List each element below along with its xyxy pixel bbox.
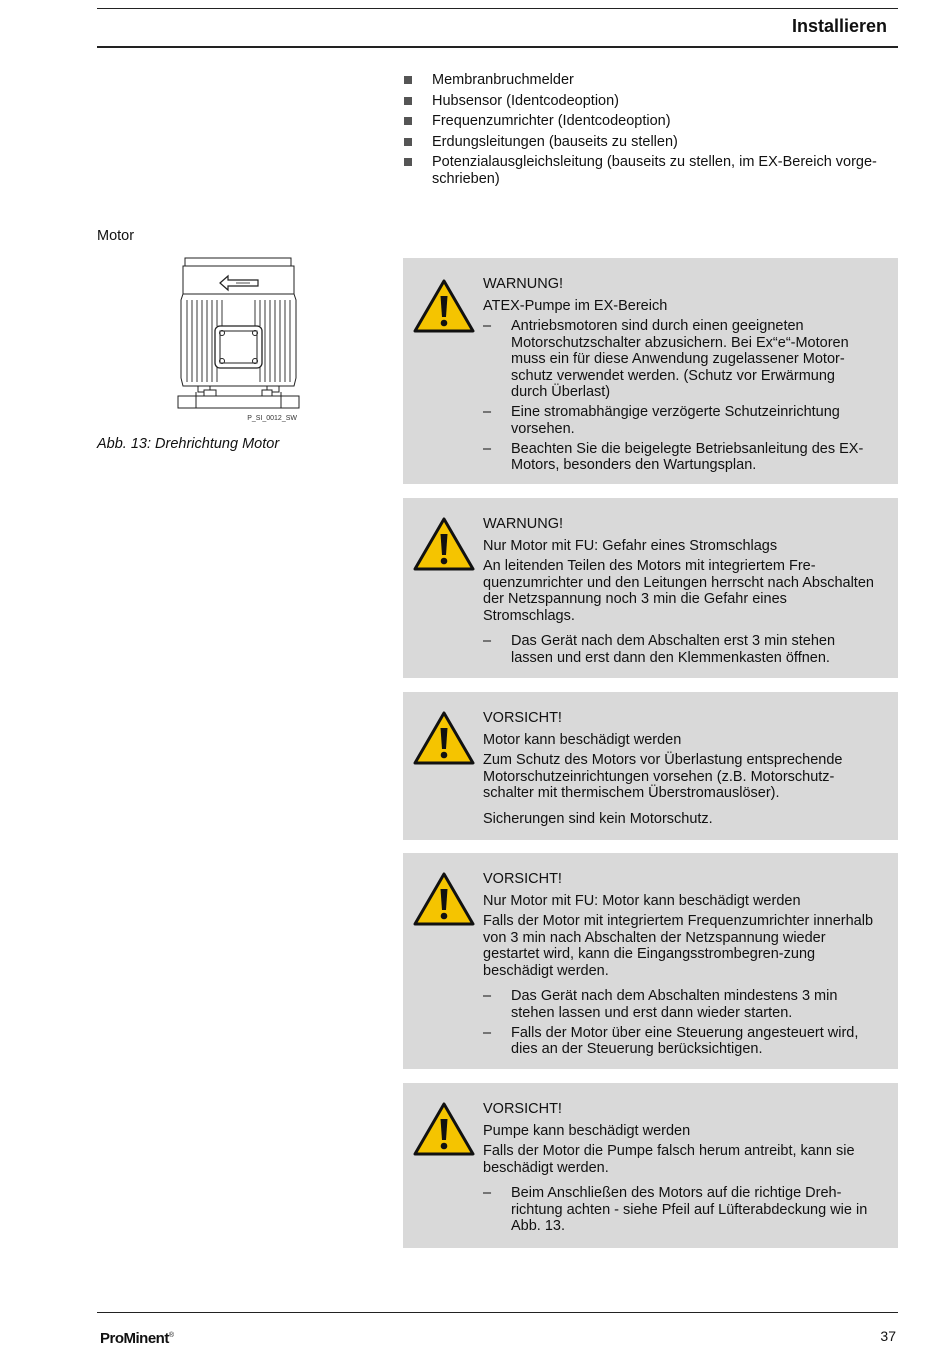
list-item: Frequenzumrichter (Identcodeoption) (404, 113, 898, 130)
warning-triangle-icon (412, 516, 476, 572)
signal-word: VORSICHT! (483, 1101, 562, 1117)
list-item: Potenzialausgleichsleitung (bauseits zu stellen, im EX-Bereich vorge-schrieben) (404, 154, 898, 188)
square-bullet-icon (404, 76, 412, 84)
warning-triangle-icon (412, 1101, 476, 1157)
list-item: – Falls der Motor über eine Steuerung angesteuert wird, dies an der Steuerung berücksichtigen. (483, 1024, 859, 1057)
list-item: Hubsensor (Identcodeoption) (404, 93, 898, 110)
equipment-list (404, 72, 898, 192)
warning-box-electric-shock (403, 498, 898, 678)
caution-list (483, 988, 874, 1058)
brand-logo: ProMinent® (100, 1330, 174, 1347)
header-title: Installieren (791, 16, 887, 36)
list-item: – Das Gerät nach dem Abschalten erst 3 min stehen lassen und erst dann den Klemmenkasten öffnen. (483, 633, 836, 666)
signal-word: WARNUNG! (483, 276, 564, 292)
figure-code: P_SI_0012_SW (247, 415, 297, 422)
square-bullet-icon (404, 138, 412, 146)
warning-triangle-icon (412, 278, 476, 334)
list-item: – Beim Anschließen des Motors auf die richtige Dreh-richtung achten - siehe Pfeil auf Lüfterabdeckung wie in Abb. 13. (483, 1185, 868, 1234)
caution-title: Motor kann beschädigt werden (483, 731, 682, 748)
square-bullet-icon (404, 97, 412, 105)
section-heading: Motor (97, 228, 135, 244)
warning-title: ATEX-Pumpe im EX-Bereich (483, 297, 668, 314)
caution-box-motor-damage (403, 692, 898, 840)
warning-box-atex (403, 258, 898, 484)
warning-text: An leitenden Teilen des Motors mit integriertem Fre-quenzumrichter und den Leitungen herrscht nach Abschalten der Netzspannung noch 3 min die Gefahr eines Stromschlags. (483, 558, 874, 624)
warning-content (483, 276, 874, 477)
page-number: 37 (880, 1328, 896, 1344)
warning-list (483, 318, 874, 474)
footer-rule (97, 1312, 898, 1313)
list-item: Erdungsleitungen (bauseits zu stellen) (404, 134, 898, 151)
signal-word: WARNUNG! (483, 516, 564, 532)
list-item: – Beachten Sie die beigelegte Betriebsanleitung des EX-Motors, besonders den Wartungsplan. (483, 440, 864, 473)
caution-title: Pumpe kann beschädigt werden (483, 1122, 691, 1139)
warning-triangle-icon (412, 871, 476, 927)
caution-box-pump-damage (403, 1083, 898, 1248)
motor-figure (176, 256, 301, 426)
caution-box-fu-motor (403, 853, 898, 1069)
list-item: – Das Gerät nach dem Abschalten mindestens 3 min stehen lassen und erst dann wieder starten. (483, 988, 838, 1021)
header-top-rule (97, 8, 898, 9)
list-item: Membranbruchmelder (404, 72, 898, 89)
caution-content (483, 871, 874, 1061)
warning-list (483, 633, 874, 666)
caution-text: Zum Schutz des Motors vor Überlastung entsprechende Motorschutzeinrichtungen vorsehen (z.B. Motorschutz-schalter mit thermischem Überstromauslöser). (483, 752, 843, 801)
square-bullet-icon (404, 158, 412, 166)
warning-content (483, 516, 874, 670)
signal-word: VORSICHT! (483, 710, 562, 726)
motor-drawing (176, 256, 301, 426)
caution-text-secondary: Sicherungen sind kein Motorschutz. (483, 810, 713, 827)
warning-title: Nur Motor mit FU: Gefahr eines Stromschlags (483, 537, 778, 554)
list-item: – Antriebsmotoren sind durch einen geeigneten Motorschutzschalter abzusichern. Bei Ex“e“-Motoren muss ein für diese Anwendung zugelassener Motor-schutz verwendet werden. (Schutz vor Erwärmung durch Überlast) (483, 318, 849, 400)
caution-text: Falls der Motor mit integriertem Frequenzumrichter innerhalb von 3 min nach Abschalten der Netzspannung wieder gestartet wird, kann die Eingangsstrombegren-zung beschädigt werden. (483, 913, 874, 979)
warning-triangle-icon (412, 710, 476, 766)
caution-content (483, 710, 874, 836)
list-item: – Eine stromabhängige verzögerte Schutzeinrichtung vorsehen. (483, 404, 840, 437)
header-bottom-rule (97, 46, 898, 48)
caution-list (483, 1185, 874, 1235)
square-bullet-icon (404, 117, 412, 125)
figure-caption: Abb. 13: Drehrichtung Motor (97, 436, 280, 452)
caution-title: Nur Motor mit FU: Motor kann beschädigt werden (483, 892, 801, 909)
caution-text: Falls der Motor die Pumpe falsch herum antreibt, kann sie beschädigt werden. (483, 1143, 855, 1176)
signal-word: VORSICHT! (483, 871, 562, 887)
caution-content (483, 1101, 874, 1238)
